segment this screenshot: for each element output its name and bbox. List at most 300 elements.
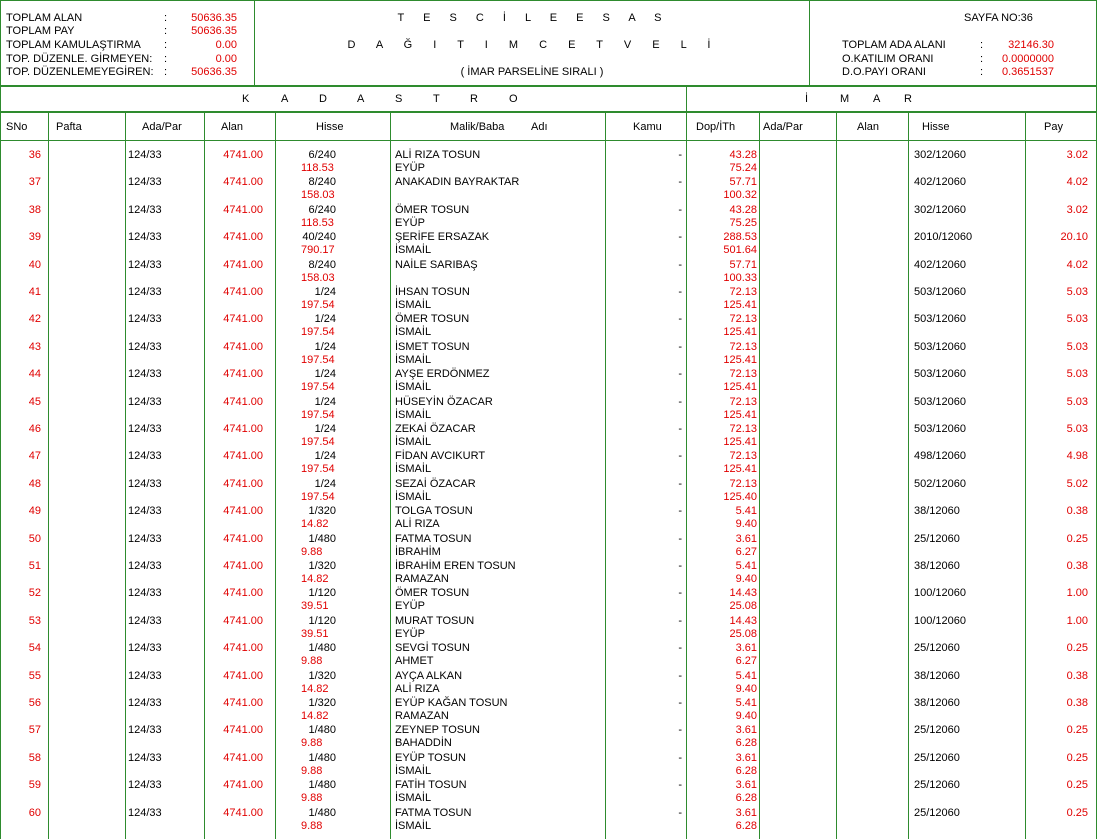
row-imar-hisse: 25/12060 [914, 779, 960, 792]
row-kamu: - [678, 505, 682, 518]
row-hisse-value: 9.88 [301, 545, 323, 558]
row-hisse-value: 9.88 [301, 819, 323, 832]
row-alan: 4741.00 [223, 231, 263, 244]
row-baba: EYÜP [395, 162, 425, 174]
row-sno: 38 [28, 203, 41, 216]
row-alan: 4741.00 [223, 724, 263, 737]
row-baba: RAMAZAN [395, 710, 449, 722]
row-baba: İSMAİL [395, 764, 432, 777]
row-baba: EYÜP [395, 216, 425, 229]
row-malik: ZEYNEP TOSUN [395, 724, 480, 737]
row-dop: 57.71 [729, 258, 757, 271]
row-alan: 4741.00 [223, 368, 263, 381]
row-hisse: 1/320 [308, 669, 336, 682]
row-kamu: - [678, 724, 682, 737]
col-adapar: Ada/Par [126, 113, 205, 140]
summary-colon: : [980, 39, 984, 51]
imar-letter: A [873, 93, 881, 105]
row-pay: 1.00 [1066, 587, 1088, 600]
row-sno: 51 [28, 560, 41, 572]
col-pafta: Pafta [49, 113, 126, 140]
row-adapar: 124/33 [128, 806, 162, 819]
table-row [1, 533, 1096, 560]
row-sno: 48 [28, 477, 41, 490]
row-pay: 5.03 [1066, 368, 1088, 381]
row-pay: 0.25 [1066, 751, 1088, 764]
row-alan: 4741.00 [223, 642, 263, 655]
row-dop: 5.41 [735, 560, 757, 572]
row-kamu: - [678, 669, 682, 682]
row-adapar: 124/33 [128, 560, 162, 572]
col-alan: Alan [205, 113, 276, 140]
row-ith: 25.08 [729, 600, 757, 613]
row-adapar: 124/33 [128, 203, 162, 216]
row-hisse-value: 197.54 [301, 299, 335, 311]
row-kamu: - [678, 477, 682, 490]
row-sno: 49 [28, 505, 41, 518]
row-kamu: - [678, 231, 682, 244]
row-malik: HÜSEYİN ÖZACAR [395, 395, 493, 408]
row-imar-hisse: 502/12060 [914, 477, 966, 490]
table-row [1, 587, 1096, 614]
row-adapar: 124/33 [128, 697, 162, 709]
row-alan: 4741.00 [223, 669, 263, 682]
row-sno: 46 [28, 423, 41, 435]
row-adapar: 124/33 [128, 395, 162, 408]
kadastro-letter: T [433, 93, 440, 105]
summary-label: TOPLAM PAY [6, 25, 75, 37]
row-imar-hisse: 498/12060 [914, 450, 966, 463]
summary-row [6, 53, 251, 66]
row-baba: ALİ RIZA [395, 518, 440, 531]
row-pay: 5.03 [1066, 286, 1088, 298]
row-imar-hisse: 503/12060 [914, 368, 966, 381]
row-dop: 3.61 [735, 642, 757, 655]
row-hisse-value: 9.88 [301, 737, 323, 750]
col-imar-hisse: Hisse [909, 113, 1026, 140]
row-hisse: 6/240 [308, 149, 336, 161]
table-row [1, 341, 1096, 368]
table-row [1, 450, 1096, 477]
row-imar-hisse: 100/12060 [914, 587, 966, 600]
row-sno: 47 [28, 450, 41, 463]
row-pay: 0.25 [1066, 642, 1088, 655]
row-kamu: - [678, 395, 682, 408]
row-dop: 5.41 [735, 697, 757, 709]
table-row [1, 752, 1096, 779]
col-malik-label: Malik/Baba [450, 121, 505, 133]
row-kamu: - [678, 614, 682, 627]
imar-letter: M [840, 93, 850, 105]
summary-row [6, 12, 251, 25]
row-pay: 1.00 [1066, 614, 1088, 627]
row-alan: 4741.00 [223, 286, 263, 298]
row-hisse: 1/24 [314, 286, 336, 298]
summary-colon: : [164, 66, 168, 78]
row-baba: ALİ RIZA [395, 682, 440, 695]
row-alan: 4741.00 [223, 477, 263, 490]
row-malik: EYÜP TOSUN [395, 751, 466, 764]
row-adapar: 124/33 [128, 614, 162, 627]
row-imar-hisse: 503/12060 [914, 395, 966, 408]
row-malik: İHSAN TOSUN [395, 286, 470, 298]
row-dop: 72.13 [729, 477, 757, 490]
row-kamu: - [678, 532, 682, 545]
table-row [1, 807, 1096, 834]
row-kamu: - [678, 697, 682, 709]
row-sno: 58 [28, 751, 41, 764]
row-adapar: 124/33 [128, 724, 162, 737]
row-adapar: 124/33 [128, 751, 162, 764]
title-line-1: T E S C İ L E E S A S [397, 12, 667, 24]
row-imar-hisse: 25/12060 [914, 642, 960, 655]
row-adapar: 124/33 [128, 149, 162, 161]
row-baba: EYÜP [395, 627, 425, 640]
row-kamu: - [678, 258, 682, 271]
row-pay: 5.03 [1066, 313, 1088, 326]
row-dop: 288.53 [723, 231, 757, 244]
row-dop: 72.13 [729, 450, 757, 463]
table-row [1, 615, 1096, 642]
row-sno: 60 [28, 806, 41, 819]
row-alan: 4741.00 [223, 313, 263, 326]
summary-left-panel [1, 1, 255, 85]
summary-value: 50636.35 [191, 25, 237, 37]
table-row [1, 642, 1096, 669]
row-ith: 125.41 [723, 299, 757, 311]
row-hisse: 1/320 [308, 505, 336, 518]
row-ith: 9.40 [735, 573, 757, 585]
row-sno: 55 [28, 669, 41, 682]
summary-row [842, 39, 1092, 52]
row-sno: 52 [28, 587, 41, 600]
table-row [1, 259, 1096, 286]
row-baba: İSMAİL [395, 819, 432, 832]
row-ith: 9.40 [735, 710, 757, 722]
row-hisse: 1/320 [308, 560, 336, 572]
row-pay: 3.02 [1066, 203, 1088, 216]
row-hisse: 1/24 [314, 313, 336, 326]
row-hisse: 1/24 [314, 450, 336, 463]
summary-value: 0.3651537 [1002, 66, 1054, 78]
row-malik: ALİ RIZA TOSUN [395, 149, 481, 161]
table-row [1, 724, 1096, 751]
row-ith: 125.41 [723, 381, 757, 394]
row-hisse-value: 9.88 [301, 764, 323, 777]
row-kamu: - [678, 149, 682, 161]
row-dop: 3.61 [735, 806, 757, 819]
row-dop: 57.71 [729, 176, 757, 189]
row-sno: 36 [28, 149, 41, 161]
row-baba: İSMAİL [395, 490, 432, 503]
row-alan: 4741.00 [223, 395, 263, 408]
row-ith: 6.27 [735, 545, 757, 558]
row-sno: 56 [28, 697, 41, 709]
row-dop: 3.61 [735, 532, 757, 545]
row-malik: SEVGİ TOSUN [395, 642, 470, 655]
summary-value: 32146.30 [1008, 39, 1054, 51]
summary-colon: : [980, 66, 984, 78]
row-hisse-value: 9.88 [301, 792, 323, 805]
row-adapar: 124/33 [128, 231, 162, 244]
row-imar-hisse: 38/12060 [914, 697, 960, 709]
row-dop: 43.28 [729, 149, 757, 161]
page-number: SAYFA NO:36 [964, 12, 1033, 24]
row-hisse: 1/320 [308, 697, 336, 709]
row-malik: FATİH TOSUN [395, 779, 467, 792]
row-dop: 3.61 [735, 751, 757, 764]
row-alan: 4741.00 [223, 505, 263, 518]
row-baba: BAHADDİN [395, 737, 452, 750]
row-baba: AHMET [395, 655, 434, 668]
row-pay: 4.02 [1066, 258, 1088, 271]
row-imar-hisse: 25/12060 [914, 724, 960, 737]
row-alan: 4741.00 [223, 751, 263, 764]
kadastro-section [1, 87, 687, 111]
row-malik: AYŞE ERDÖNMEZ [395, 368, 490, 381]
row-malik: İSMET TOSUN [395, 340, 470, 353]
row-hisse-value: 790.17 [301, 244, 335, 257]
row-dop: 3.61 [735, 779, 757, 792]
row-dop: 14.43 [729, 614, 757, 627]
summary-value: 0.00 [215, 53, 237, 65]
row-adapar: 124/33 [128, 258, 162, 271]
row-sno: 39 [28, 231, 41, 244]
row-pay: 3.02 [1066, 149, 1088, 161]
row-baba: İBRAHİM [395, 545, 441, 558]
row-pay: 5.03 [1066, 423, 1088, 435]
row-kamu: - [678, 779, 682, 792]
title-line-3: ( İMAR PARSELİNE SIRALI ) [460, 66, 604, 78]
summary-value: 0.0000000 [1002, 53, 1054, 65]
row-malik: ÖMER TOSUN [395, 587, 470, 600]
row-baba: İSMAİL [395, 326, 432, 339]
row-ith: 75.25 [729, 216, 757, 229]
row-malik: FATMA TOSUN [395, 806, 472, 819]
row-malik: ŞERİFE ERSAZAK [395, 231, 490, 244]
row-dop: 72.13 [729, 286, 757, 298]
row-pay: 20.10 [1060, 231, 1088, 244]
row-kamu: - [678, 423, 682, 435]
row-kamu: - [678, 587, 682, 600]
row-hisse: 1/120 [308, 587, 336, 600]
row-alan: 4741.00 [223, 149, 263, 161]
row-adapar: 124/33 [128, 779, 162, 792]
col-hisse: Hisse [276, 113, 391, 140]
row-adapar: 124/33 [128, 313, 162, 326]
row-dop: 3.61 [735, 724, 757, 737]
row-imar-hisse: 25/12060 [914, 751, 960, 764]
row-pay: 0.25 [1066, 779, 1088, 792]
row-ith: 125.40 [723, 490, 757, 503]
row-sno: 45 [28, 395, 41, 408]
row-hisse: 1/480 [308, 642, 336, 655]
row-pay: 0.38 [1066, 560, 1088, 572]
table-row [1, 204, 1096, 231]
row-alan: 4741.00 [223, 779, 263, 792]
row-dop: 72.13 [729, 368, 757, 381]
row-alan: 4741.00 [223, 203, 263, 216]
row-ith: 100.33 [723, 271, 757, 284]
row-hisse: 1/480 [308, 806, 336, 819]
row-hisse-value: 14.82 [301, 710, 329, 722]
row-malik: FİDAN AVCIKURT [395, 450, 486, 463]
row-pay: 5.03 [1066, 340, 1088, 353]
row-hisse-value: 118.53 [301, 162, 334, 174]
row-imar-hisse: 302/12060 [914, 149, 966, 161]
row-malik: İBRAHİM EREN TOSUN [395, 560, 516, 572]
row-ith: 25.08 [729, 627, 757, 640]
row-baba: İSMAİL [395, 408, 432, 421]
row-malik: NAİLE SARIBAŞ [395, 258, 478, 271]
row-pay: 4.02 [1066, 176, 1088, 189]
table-row [1, 396, 1096, 423]
table-row [1, 231, 1096, 258]
row-ith: 6.28 [735, 764, 757, 777]
kadastro-letter: K [242, 93, 250, 105]
row-alan: 4741.00 [223, 614, 263, 627]
summary-row [6, 39, 251, 52]
row-hisse: 1/24 [314, 395, 336, 408]
row-imar-hisse: 402/12060 [914, 176, 966, 189]
table-body [0, 140, 1097, 839]
row-hisse-value: 197.54 [301, 436, 335, 448]
row-alan: 4741.00 [223, 587, 263, 600]
report-header [0, 0, 1097, 86]
row-pay: 0.38 [1066, 697, 1088, 709]
row-imar-hisse: 25/12060 [914, 806, 960, 819]
row-adapar: 124/33 [128, 587, 162, 600]
table-row [1, 176, 1096, 203]
row-adapar: 124/33 [128, 286, 162, 298]
row-sno: 44 [28, 368, 41, 381]
row-ith: 9.40 [735, 682, 757, 695]
row-sno: 40 [28, 258, 41, 271]
row-hisse-value: 39.51 [301, 600, 329, 613]
row-sno: 57 [28, 724, 41, 737]
row-ith: 9.40 [735, 518, 757, 531]
row-ith: 6.28 [735, 792, 757, 805]
row-hisse-value: 197.54 [301, 326, 335, 339]
row-hisse: 1/24 [314, 423, 336, 435]
kadastro-letter: A [281, 93, 289, 105]
row-kamu: - [678, 286, 682, 298]
col-pay: Pay [1044, 121, 1063, 133]
table-row [1, 505, 1096, 532]
row-hisse: 6/240 [308, 203, 336, 216]
table-row [1, 670, 1096, 697]
summary-value: 50636.35 [191, 12, 237, 24]
summary-label: O.KATILIM ORANI [842, 53, 934, 65]
row-pay: 0.38 [1066, 505, 1088, 518]
row-baba: İSMAİL [395, 353, 432, 366]
row-ith: 501.64 [723, 244, 757, 257]
row-hisse-value: 197.54 [301, 490, 335, 503]
summary-row [6, 66, 251, 79]
col-sno: SNo [1, 113, 49, 140]
row-dop: 72.13 [729, 423, 757, 435]
col-dopith: Dop/İTh [687, 113, 760, 140]
row-adapar: 124/33 [128, 532, 162, 545]
summary-label: TOPLAM ALAN [6, 12, 83, 24]
row-hisse-value: 197.54 [301, 353, 335, 366]
summary-label: TOP. DÜZENLEMEYEGİREN: [6, 66, 154, 78]
row-baba: İSMAİL [395, 436, 432, 448]
row-sno: 59 [28, 779, 41, 792]
row-baba: İSMAİL [395, 299, 432, 311]
row-baba: İSMAİL [395, 792, 432, 805]
row-pay: 5.03 [1066, 395, 1088, 408]
table-row [1, 697, 1096, 724]
row-adapar: 124/33 [128, 450, 162, 463]
row-hisse: 1/24 [314, 368, 336, 381]
row-alan: 4741.00 [223, 697, 263, 709]
row-hisse-value: 197.54 [301, 463, 335, 476]
row-adapar: 124/33 [128, 669, 162, 682]
row-malik: ANAKADIN BAYRAKTAR [395, 176, 520, 189]
row-hisse: 40/240 [302, 231, 336, 244]
row-malik: FATMA TOSUN [395, 532, 472, 545]
row-kamu: - [678, 176, 682, 189]
summary-row [842, 53, 1092, 66]
row-hisse: 1/24 [314, 477, 336, 490]
row-ith: 125.41 [723, 353, 757, 366]
row-ith: 125.41 [723, 326, 757, 339]
row-hisse-value: 14.82 [301, 518, 329, 531]
row-kamu: - [678, 340, 682, 353]
row-ith: 125.41 [723, 408, 757, 421]
row-kamu: - [678, 751, 682, 764]
row-alan: 4741.00 [223, 340, 263, 353]
row-sno: 43 [28, 340, 41, 353]
row-malik: ZEKAİ ÖZACAR [395, 423, 476, 435]
row-pay: 0.25 [1066, 724, 1088, 737]
row-sno: 42 [28, 313, 41, 326]
table-row [1, 313, 1096, 340]
summary-colon: : [164, 39, 168, 51]
row-sno: 54 [28, 642, 41, 655]
table-row [1, 368, 1096, 395]
imar-letter: R [904, 93, 912, 105]
row-pay: 0.25 [1066, 532, 1088, 545]
row-imar-hisse: 503/12060 [914, 286, 966, 298]
row-hisse: 1/24 [314, 340, 336, 353]
row-pay: 4.98 [1066, 450, 1088, 463]
col-adi-label: Adı [531, 121, 548, 133]
row-alan: 4741.00 [223, 176, 263, 189]
row-baba: İSMAİL [395, 463, 432, 476]
row-imar-hisse: 402/12060 [914, 258, 966, 271]
row-imar-hisse: 503/12060 [914, 340, 966, 353]
row-adapar: 124/33 [128, 340, 162, 353]
row-pay: 5.02 [1066, 477, 1088, 490]
row-kamu: - [678, 806, 682, 819]
row-malik: MURAT TOSUN [395, 614, 475, 627]
row-malik: EYÜP KAĞAN TOSUN [395, 697, 508, 709]
row-hisse: 1/120 [308, 614, 336, 627]
row-hisse-value: 197.54 [301, 408, 335, 421]
row-hisse-value: 14.82 [301, 573, 329, 585]
col-imar-adapar: Ada/Par [760, 113, 837, 140]
row-malik: ÖMER TOSUN [395, 313, 470, 326]
row-dop: 72.13 [729, 395, 757, 408]
summary-label: D.O.PAYI ORANI [842, 66, 926, 78]
row-pay: 0.38 [1066, 669, 1088, 682]
col-imar-alan: Alan [837, 113, 909, 140]
row-adapar: 124/33 [128, 368, 162, 381]
row-imar-hisse: 38/12060 [914, 669, 960, 682]
row-ith: 100.32 [723, 189, 757, 202]
